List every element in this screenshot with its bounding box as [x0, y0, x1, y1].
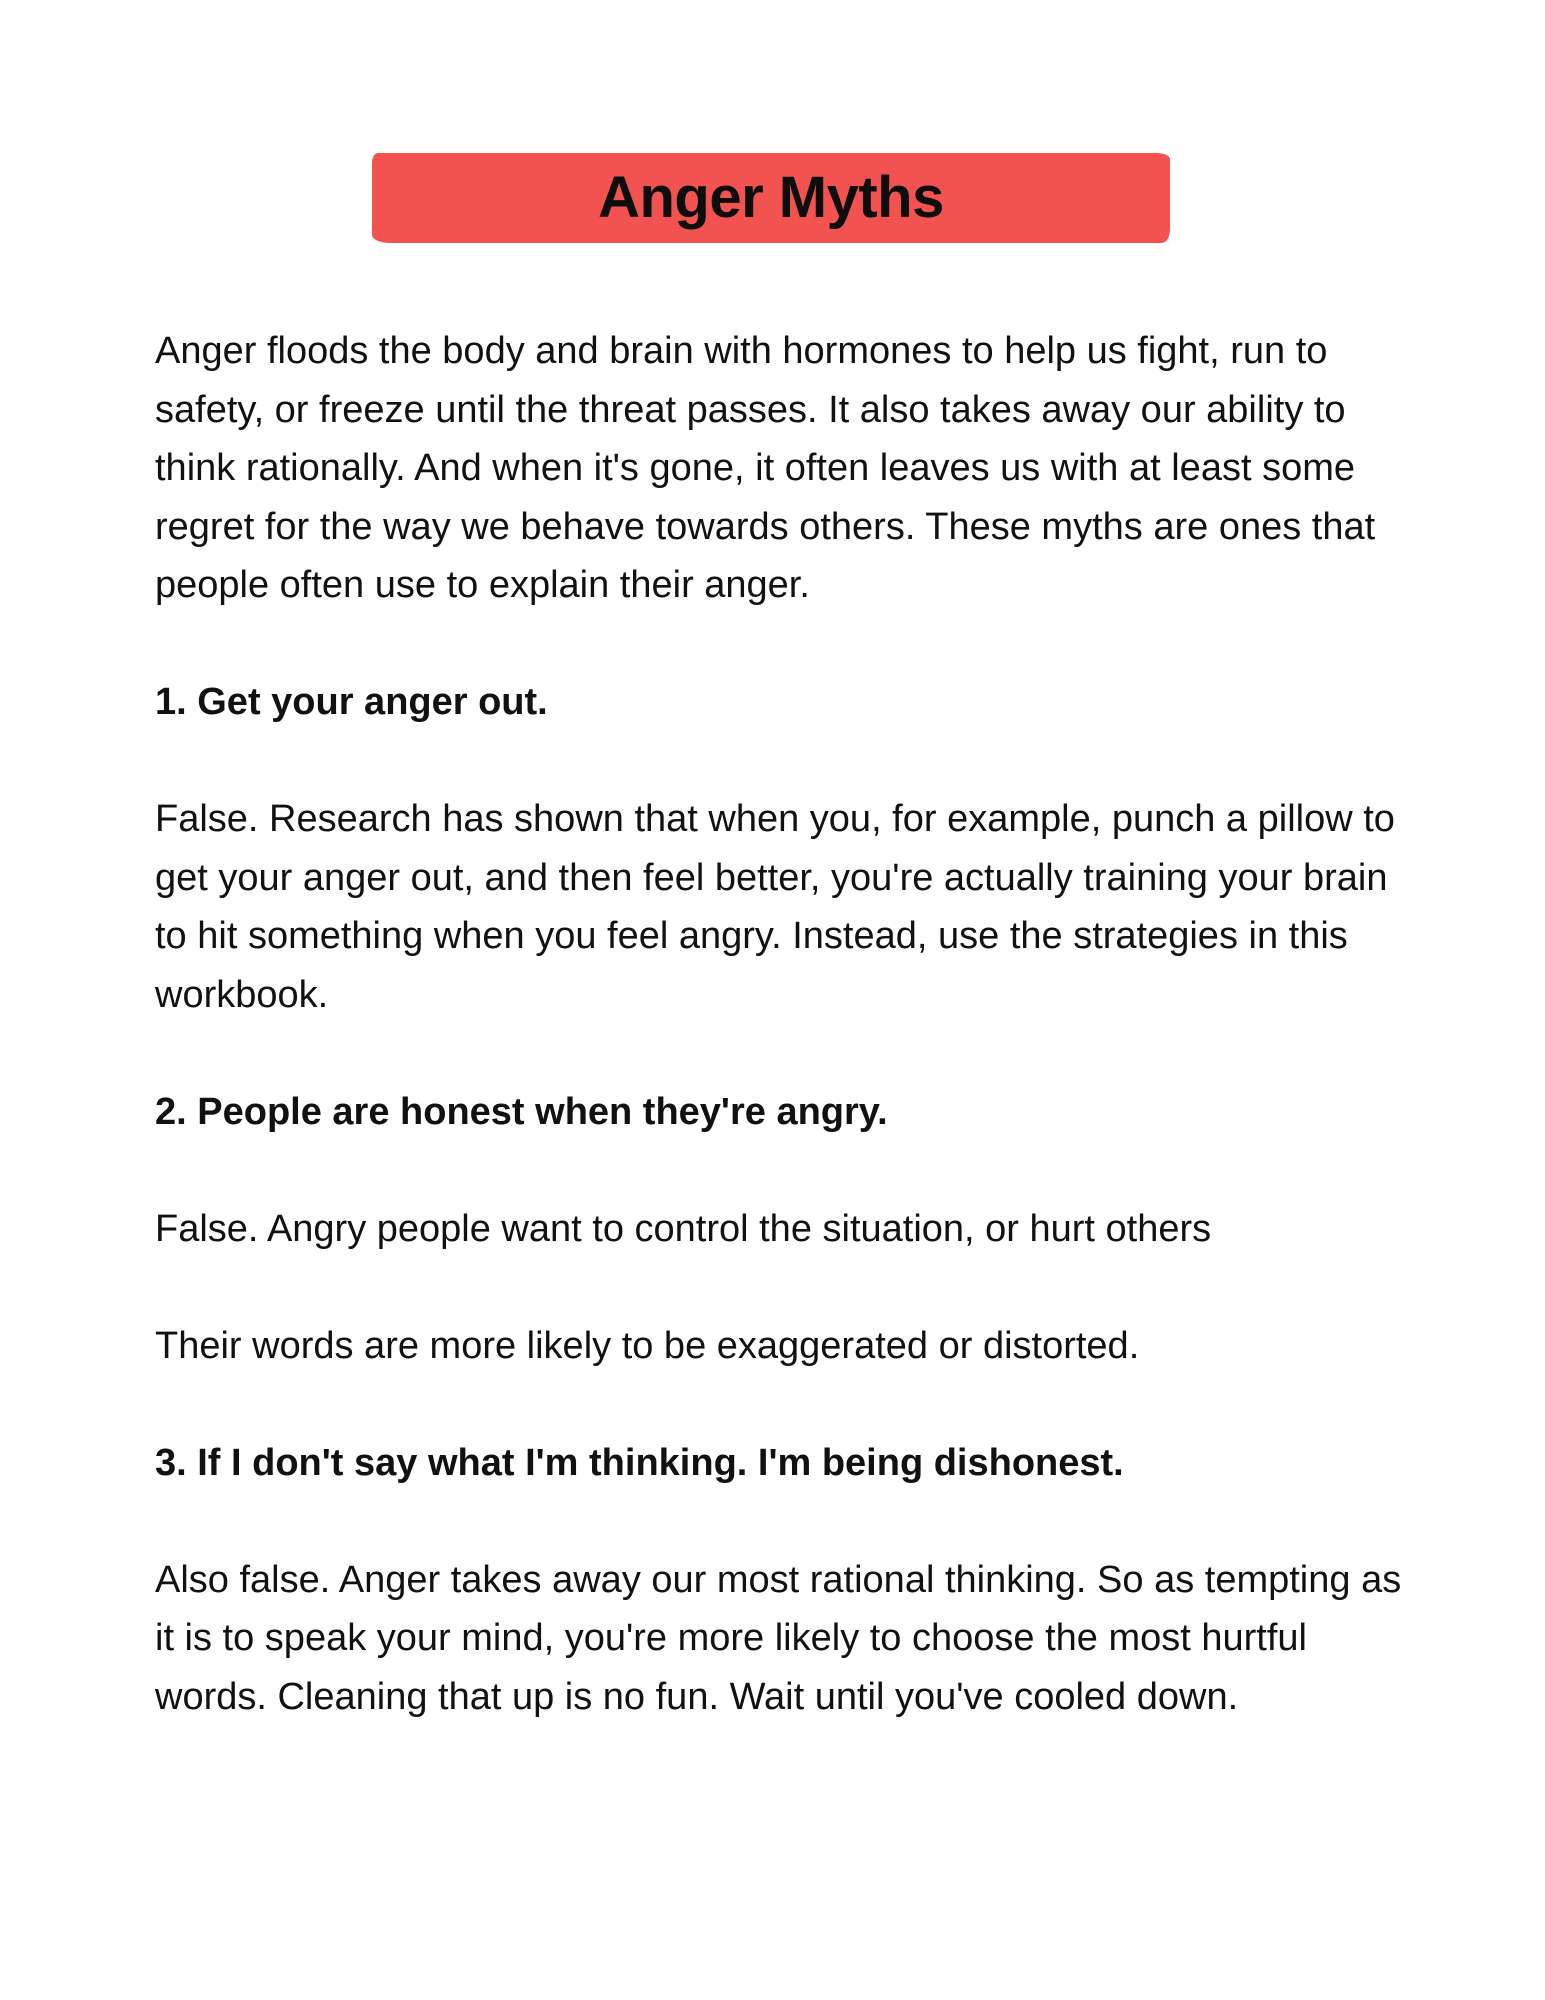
- title-banner: [372, 153, 1170, 243]
- intro-paragraph: Anger floods the body and brain with hormones to help us fight, run to safety, or freeze until the threat passes. It also takes away our ability to think rationally. And when it's gone, it often leaves us with at least some regret for the way we behave towards others. These myths are ones that people often use to explain their anger.: [155, 330, 1376, 606]
- document-body: [155, 322, 1405, 1726]
- myth-heading-3: 3. If I don't say what I'm thinking. I'm being dishonest.: [155, 1441, 1124, 1484]
- myth-explanation-1: False. Research has shown that when you, for example, punch a pillow to get your anger out, and then feel better, you're actually training your brain to hit something when you feel angry. Instead, use the strategies in this workbook.: [155, 798, 1395, 1016]
- myth-explanation-2a: False. Angry people want to control the situation, or hurt others: [155, 1207, 1212, 1250]
- myth-explanation-3: Also false. Anger takes away our most rational thinking. So as tempting as it is to speak your mind, you're more likely to choose the most hurtful words. Cleaning that up is no fun. Wait until you've cooled down.: [155, 1558, 1402, 1718]
- myth-heading-1: 1. Get your anger out.: [155, 681, 548, 723]
- page-title: Anger Myths: [598, 165, 944, 230]
- myth-heading-2: 2. People are honest when they're angry.: [155, 1090, 888, 1133]
- myth-explanation-2b: Their words are more likely to be exaggerated or distorted.: [155, 1324, 1140, 1367]
